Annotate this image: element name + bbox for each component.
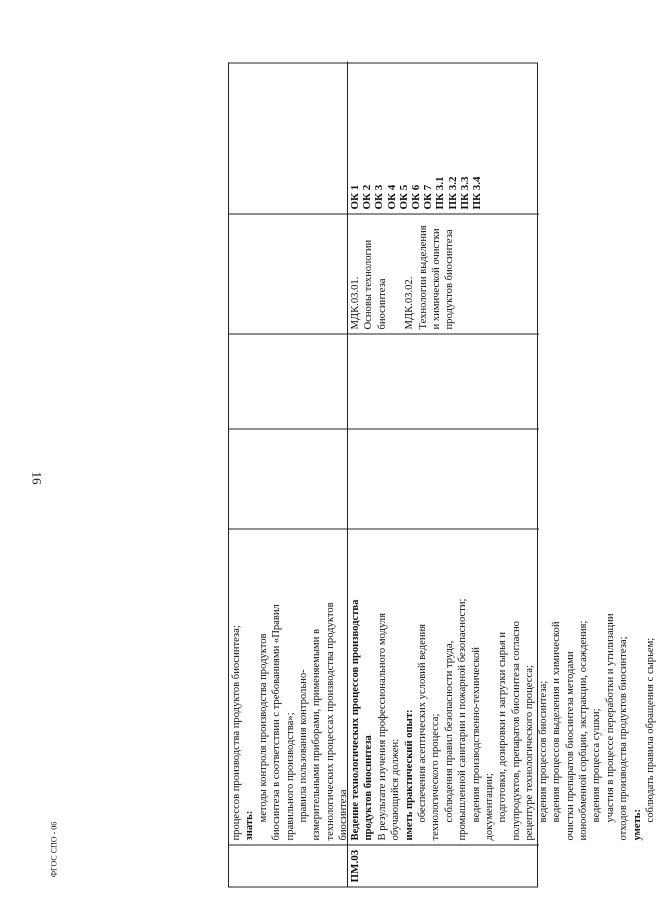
content-line: ионообменной сорбции, экстракции, осаждения; (577, 620, 589, 840)
mdk-line: Технологии выделения (417, 224, 429, 329)
curriculum-table (228, 62, 656, 887)
content-line: правила пользования контрольно- (297, 668, 309, 822)
competency-code: ПК 3.3 (458, 175, 471, 209)
mdk-line: продуктов биосинтеза (443, 228, 455, 329)
row2-code-cell: ПМ.03 (348, 844, 539, 886)
competency-code: ОК 3 (372, 184, 385, 209)
content-line: технологического процесса; (429, 713, 441, 840)
content-line: соблюдать правила обращения с сырьем; (644, 637, 656, 822)
competency-code: ПК 3.2 (446, 175, 459, 209)
content-line: В результате изучения профессионального модуля (376, 612, 388, 840)
content-line: участия в процессе переработки и утилизации (604, 612, 616, 822)
competency-code: ПК 3.1 (433, 175, 446, 209)
content-line: иметь практический опыт: (403, 708, 415, 840)
competency-code: ОК 6 (409, 184, 422, 209)
content-line: промышленной санитарии и пожарной безопасности; (456, 598, 468, 840)
content-line: соблюдения правил безопасности труда, (443, 640, 455, 822)
content-line: правильного производства»; (284, 711, 296, 840)
mdk-line: МДК.03.02. (403, 276, 415, 329)
competency-code: ОК 2 (360, 184, 373, 209)
row1-content-cell (229, 528, 348, 844)
row1-code-cell (229, 844, 348, 886)
row1-mdk-cell (229, 213, 348, 333)
mdk-line: биосинтеза (376, 277, 388, 329)
mdk-line: Основы технологии (362, 239, 374, 329)
mdk-line: и химической очистки (430, 227, 442, 329)
competency-code: ПК 3.4 (470, 175, 483, 209)
row1-competencies-cell (229, 61, 348, 213)
content-line: ведения производственно-технической (470, 646, 482, 822)
content-line: обеспечения асептических условий ведения (416, 623, 428, 822)
content-line: рецептуре технологического процесса; (523, 664, 535, 840)
content-line: отходов производства продуктов биосинтеза; (617, 635, 629, 840)
competency-code: ОК 7 (421, 184, 434, 209)
competency-code: ОК 5 (397, 184, 410, 209)
row1-index-cell (229, 333, 348, 428)
content-line: очистки препаратов биосинтеза методами (564, 650, 575, 840)
content-line: знать: (243, 810, 255, 840)
content-line: процессов производства продуктов биосинтеза; (230, 624, 242, 840)
content-line: измерительными приборами, применяемыми в (310, 628, 322, 840)
mdk-entry (349, 218, 389, 329)
row1-hours-cell (229, 428, 348, 528)
content-line: ведения процесса сушки; (590, 707, 602, 822)
content-line: полупродуктов, препаратов биосинтеза согласно (510, 620, 522, 840)
content-line: документации; (483, 772, 495, 840)
mdk-line: МДК.03.01. (349, 276, 361, 329)
row2-mdk-cell (348, 213, 539, 333)
content-line: обучающийся должен: (389, 738, 401, 840)
content-line: технологических процессах производства продуктов (324, 601, 336, 840)
mdk-entry (403, 218, 457, 329)
footer-label: ФГОС СПО - 06 (49, 821, 59, 878)
content-line: методы контроля производства продуктов (257, 632, 269, 822)
content-line: ведения процессов выделения и химической (550, 621, 562, 822)
row2-content-cell (348, 528, 656, 844)
row2-hours-cell (348, 428, 539, 528)
competency-code: ОК 1 (348, 184, 361, 209)
content-line: биосинтеза (337, 788, 349, 840)
content-line: Ведение технологических процессов производства (349, 599, 361, 840)
content-line: подготовки, дозировки и загрузки сырья и (496, 631, 508, 822)
content-line: уметь: (631, 808, 643, 840)
page-number: 16 (29, 471, 45, 485)
row2-index-cell (348, 333, 539, 428)
content-line: биосинтеза в соответствии с требованиями «Правил (270, 603, 282, 840)
content-line: ведения процессов биосинтеза; (537, 680, 549, 822)
content-line: продуктов биосинтеза (362, 734, 374, 840)
row2-competencies-cell (348, 61, 539, 213)
competency-code: ОК 4 (385, 184, 398, 209)
